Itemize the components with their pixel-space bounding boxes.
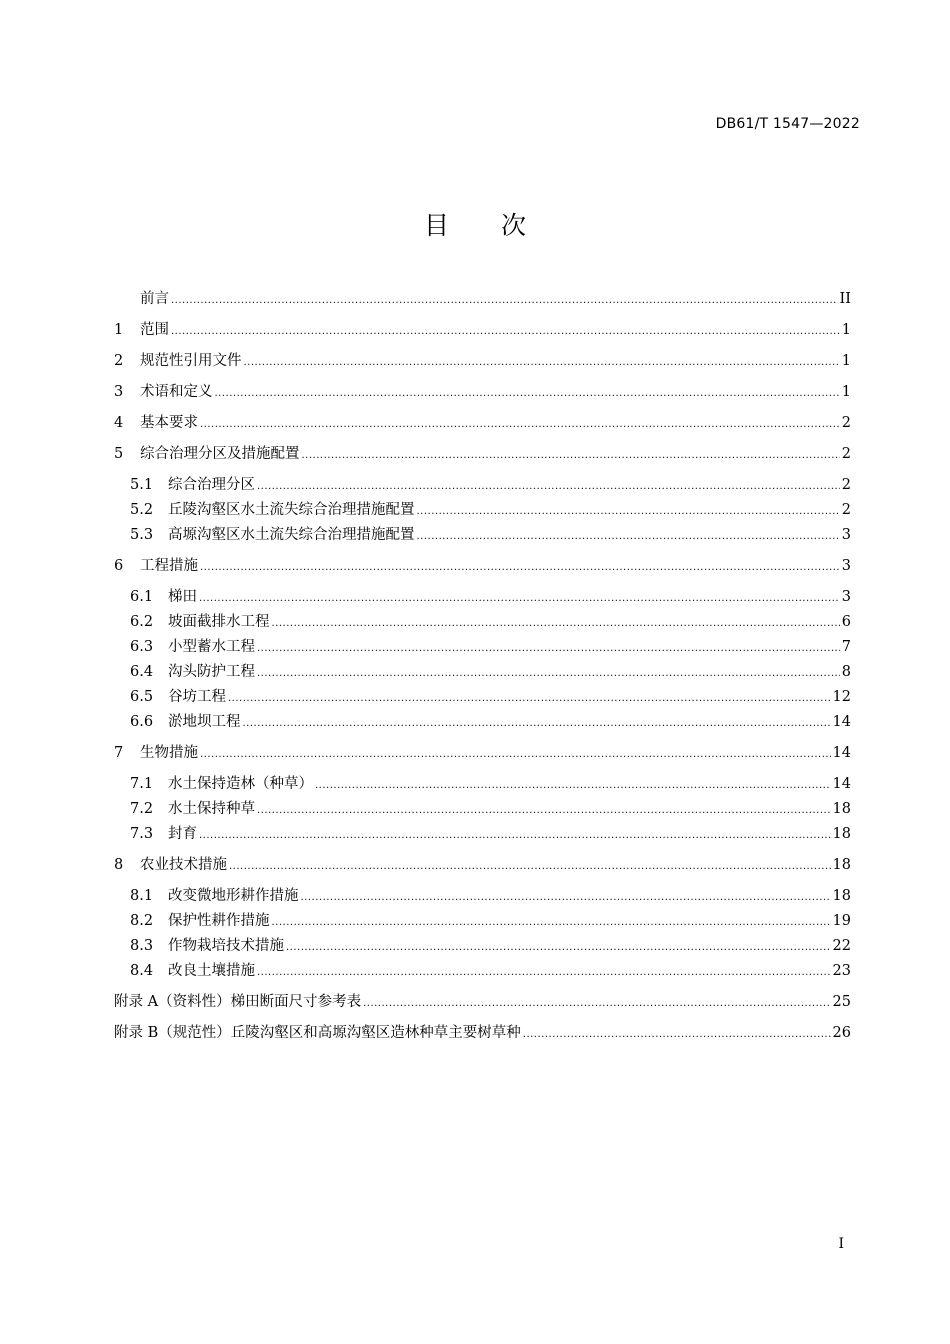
toc-entry-page: 2 xyxy=(841,446,851,462)
toc-entry-number: 7.1 xyxy=(130,776,154,792)
toc-entry-page: 8 xyxy=(841,664,851,680)
toc-entry[interactable] xyxy=(114,440,851,464)
toc-entry[interactable] xyxy=(130,957,851,981)
toc-entry-number: 1 xyxy=(114,322,124,338)
toc-entry[interactable] xyxy=(130,521,851,545)
toc-dot-leader xyxy=(244,351,840,371)
toc-entry-title: 封育 xyxy=(168,826,197,842)
toc-entry-title: 工程措施 xyxy=(140,558,198,574)
toc-dot-leader xyxy=(257,961,831,981)
document-code: DB61/T 1547—2022 xyxy=(715,116,860,132)
toc-entry[interactable] xyxy=(130,658,851,682)
toc-dot-leader xyxy=(171,320,840,340)
toc-entry-title: 基本要求 xyxy=(140,415,198,431)
toc-entry-page: 18 xyxy=(832,826,851,842)
toc-entry[interactable] xyxy=(130,907,851,931)
toc-entry-title: 改良土壤措施 xyxy=(168,963,255,979)
toc-entry-title: 综合治理分区及措施配置 xyxy=(140,446,300,462)
toc-entry-title: 附录 A（资料性）梯田断面尺寸参考表 xyxy=(114,994,362,1010)
toc-entry[interactable] xyxy=(114,378,851,402)
toc-dot-leader xyxy=(200,743,831,763)
toc-dot-leader xyxy=(200,413,840,433)
toc-entry-title: 范围 xyxy=(140,322,169,338)
toc-dot-leader xyxy=(229,855,831,875)
toc-entry-page: 14 xyxy=(832,745,851,761)
toc-entry[interactable] xyxy=(114,988,851,1012)
toc-entry[interactable] xyxy=(114,316,851,340)
toc-entry[interactable] xyxy=(130,608,851,632)
page-number: I xyxy=(838,1236,844,1252)
toc-entry-number: 4 xyxy=(114,415,124,431)
toc-entry-page: 3 xyxy=(841,589,851,605)
toc-dot-leader xyxy=(243,712,831,732)
toc-entry-number: 7.2 xyxy=(130,801,154,817)
toc-dot-leader xyxy=(302,444,840,464)
toc-entry-number: 7.3 xyxy=(130,826,154,842)
toc-entry-title: 保护性耕作措施 xyxy=(168,913,270,929)
toc-entry-page: 23 xyxy=(832,963,851,979)
toc-entry-number: 7 xyxy=(114,745,124,761)
toc-entry-number: 6.4 xyxy=(130,664,154,680)
toc-entry[interactable] xyxy=(114,347,851,371)
toc-entry-page: 18 xyxy=(832,857,851,873)
toc-dot-leader xyxy=(523,1023,831,1043)
toc-entry[interactable] xyxy=(114,409,851,433)
toc-entry-title: 术语和定义 xyxy=(140,384,213,400)
toc-dot-leader xyxy=(315,774,831,794)
toc-dot-leader xyxy=(301,886,831,906)
toc-entry[interactable] xyxy=(130,770,851,794)
toc-entry-page: 6 xyxy=(841,614,851,630)
toc-dot-leader xyxy=(257,662,840,682)
toc-entry-page: 18 xyxy=(832,801,851,817)
toc-entry-title: 坡面截排水工程 xyxy=(168,614,270,630)
toc-entry-number: 6.6 xyxy=(130,714,154,730)
toc-entry-title: 规范性引用文件 xyxy=(140,353,242,369)
toc-entry[interactable] xyxy=(130,583,851,607)
toc-entry[interactable] xyxy=(114,739,851,763)
toc-entry-number: 3 xyxy=(114,384,124,400)
toc-entry-title: 高塬沟壑区水土流失综合治理措施配置 xyxy=(168,527,415,543)
toc-entry-number: 6.2 xyxy=(130,614,154,630)
toc-entry-title: 小型蓄水工程 xyxy=(168,639,255,655)
toc-entry-number: 8.2 xyxy=(130,913,154,929)
toc-entry-page: 12 xyxy=(832,689,851,705)
toc-entry-number: 8.1 xyxy=(130,888,154,904)
toc-title xyxy=(0,206,950,242)
toc-entry-page: 1 xyxy=(841,322,851,338)
toc-entry-page: 2 xyxy=(841,502,851,518)
toc-dot-leader xyxy=(199,587,840,607)
toc-entry[interactable] xyxy=(114,1019,851,1043)
toc-entry[interactable] xyxy=(130,683,851,707)
toc-entry-title: 丘陵沟壑区水土流失综合治理措施配置 xyxy=(168,502,415,518)
toc-dot-leader xyxy=(257,637,840,657)
toc-entry-title: 改变微地形耕作措施 xyxy=(168,888,299,904)
toc-dot-leader xyxy=(257,475,840,495)
toc-entry-number: 5 xyxy=(114,446,124,462)
toc-entry-title: 水土保持种草 xyxy=(168,801,255,817)
toc-entry-title: 水土保持造林（种草） xyxy=(168,776,313,792)
toc-entry[interactable] xyxy=(114,552,851,576)
toc-entry-number: 8 xyxy=(114,857,124,873)
toc-entry-page: 1 xyxy=(841,353,851,369)
toc-entry-number: 8.3 xyxy=(130,938,154,954)
toc-dot-leader xyxy=(286,936,831,956)
toc-entry[interactable] xyxy=(130,795,851,819)
toc-dot-leader xyxy=(215,382,840,402)
toc-dot-leader xyxy=(171,289,838,309)
toc-entry-title: 谷坊工程 xyxy=(168,689,226,705)
toc-entry-page: 2 xyxy=(841,477,851,493)
toc-entry-title: 梯田 xyxy=(168,589,197,605)
toc-entry-page: 18 xyxy=(832,888,851,904)
toc-entry-title: 综合治理分区 xyxy=(168,477,255,493)
toc-entry-page: 19 xyxy=(832,913,851,929)
toc-dot-leader xyxy=(199,824,831,844)
toc-entry-number: 6.3 xyxy=(130,639,154,655)
toc-entry-number: 5.2 xyxy=(130,502,154,518)
toc-entry[interactable] xyxy=(130,882,851,906)
toc-entry-title: 附录 B（规范性）丘陵沟壑区和高塬沟壑区造林种草主要树草种 xyxy=(114,1025,521,1041)
toc-entry[interactable] xyxy=(114,851,851,875)
toc-entry-number: 6.5 xyxy=(130,689,154,705)
toc-title-char-2: 次 xyxy=(501,211,527,240)
toc-entry-page: 3 xyxy=(841,558,851,574)
toc-entry-number: 6 xyxy=(114,558,124,574)
toc-entry[interactable] xyxy=(130,820,851,844)
toc-entry-page: 14 xyxy=(832,776,851,792)
toc-dot-leader xyxy=(417,525,840,545)
toc-entry-number: 6.1 xyxy=(130,589,154,605)
toc-entry-number: 8.4 xyxy=(130,963,154,979)
toc-entry-number: 5.1 xyxy=(130,477,154,493)
toc-entry-page: 2 xyxy=(841,415,851,431)
toc-dot-leader xyxy=(228,687,831,707)
toc-entry[interactable] xyxy=(130,932,851,956)
toc-dot-leader xyxy=(200,556,840,576)
toc-entry-title: 沟头防护工程 xyxy=(168,664,255,680)
toc-dot-leader xyxy=(417,500,840,520)
toc-entry-page: 14 xyxy=(832,714,851,730)
toc-dot-leader xyxy=(272,911,831,931)
toc-entry-title: 生物措施 xyxy=(140,745,198,761)
toc-entry[interactable] xyxy=(130,708,851,732)
toc-entry-page: 7 xyxy=(841,639,851,655)
toc-dot-leader xyxy=(257,799,831,819)
toc-entry-number: 2 xyxy=(114,353,124,369)
toc-entry[interactable] xyxy=(130,633,851,657)
toc-entry-page: II xyxy=(839,291,851,307)
toc-entry-title: 作物栽培技术措施 xyxy=(168,938,284,954)
toc-entry[interactable] xyxy=(114,285,851,309)
toc-entry-page: 1 xyxy=(841,384,851,400)
toc-dot-leader xyxy=(363,992,830,1012)
toc-entry[interactable] xyxy=(130,496,851,520)
toc-dot-leader xyxy=(272,612,840,632)
toc-entry-number: 5.3 xyxy=(130,527,154,543)
toc-entry-page: 22 xyxy=(832,938,851,954)
toc-entry-title: 农业技术措施 xyxy=(140,857,227,873)
toc-entry-page: 3 xyxy=(841,527,851,543)
toc-entry-page: 26 xyxy=(832,1025,851,1041)
toc-title-char-1: 目 xyxy=(423,211,449,240)
toc-entry-title: 前言 xyxy=(140,291,169,307)
toc-entry-title: 淤地坝工程 xyxy=(168,714,241,730)
toc-entry-page: 25 xyxy=(832,994,851,1010)
toc-entry[interactable] xyxy=(130,471,851,495)
